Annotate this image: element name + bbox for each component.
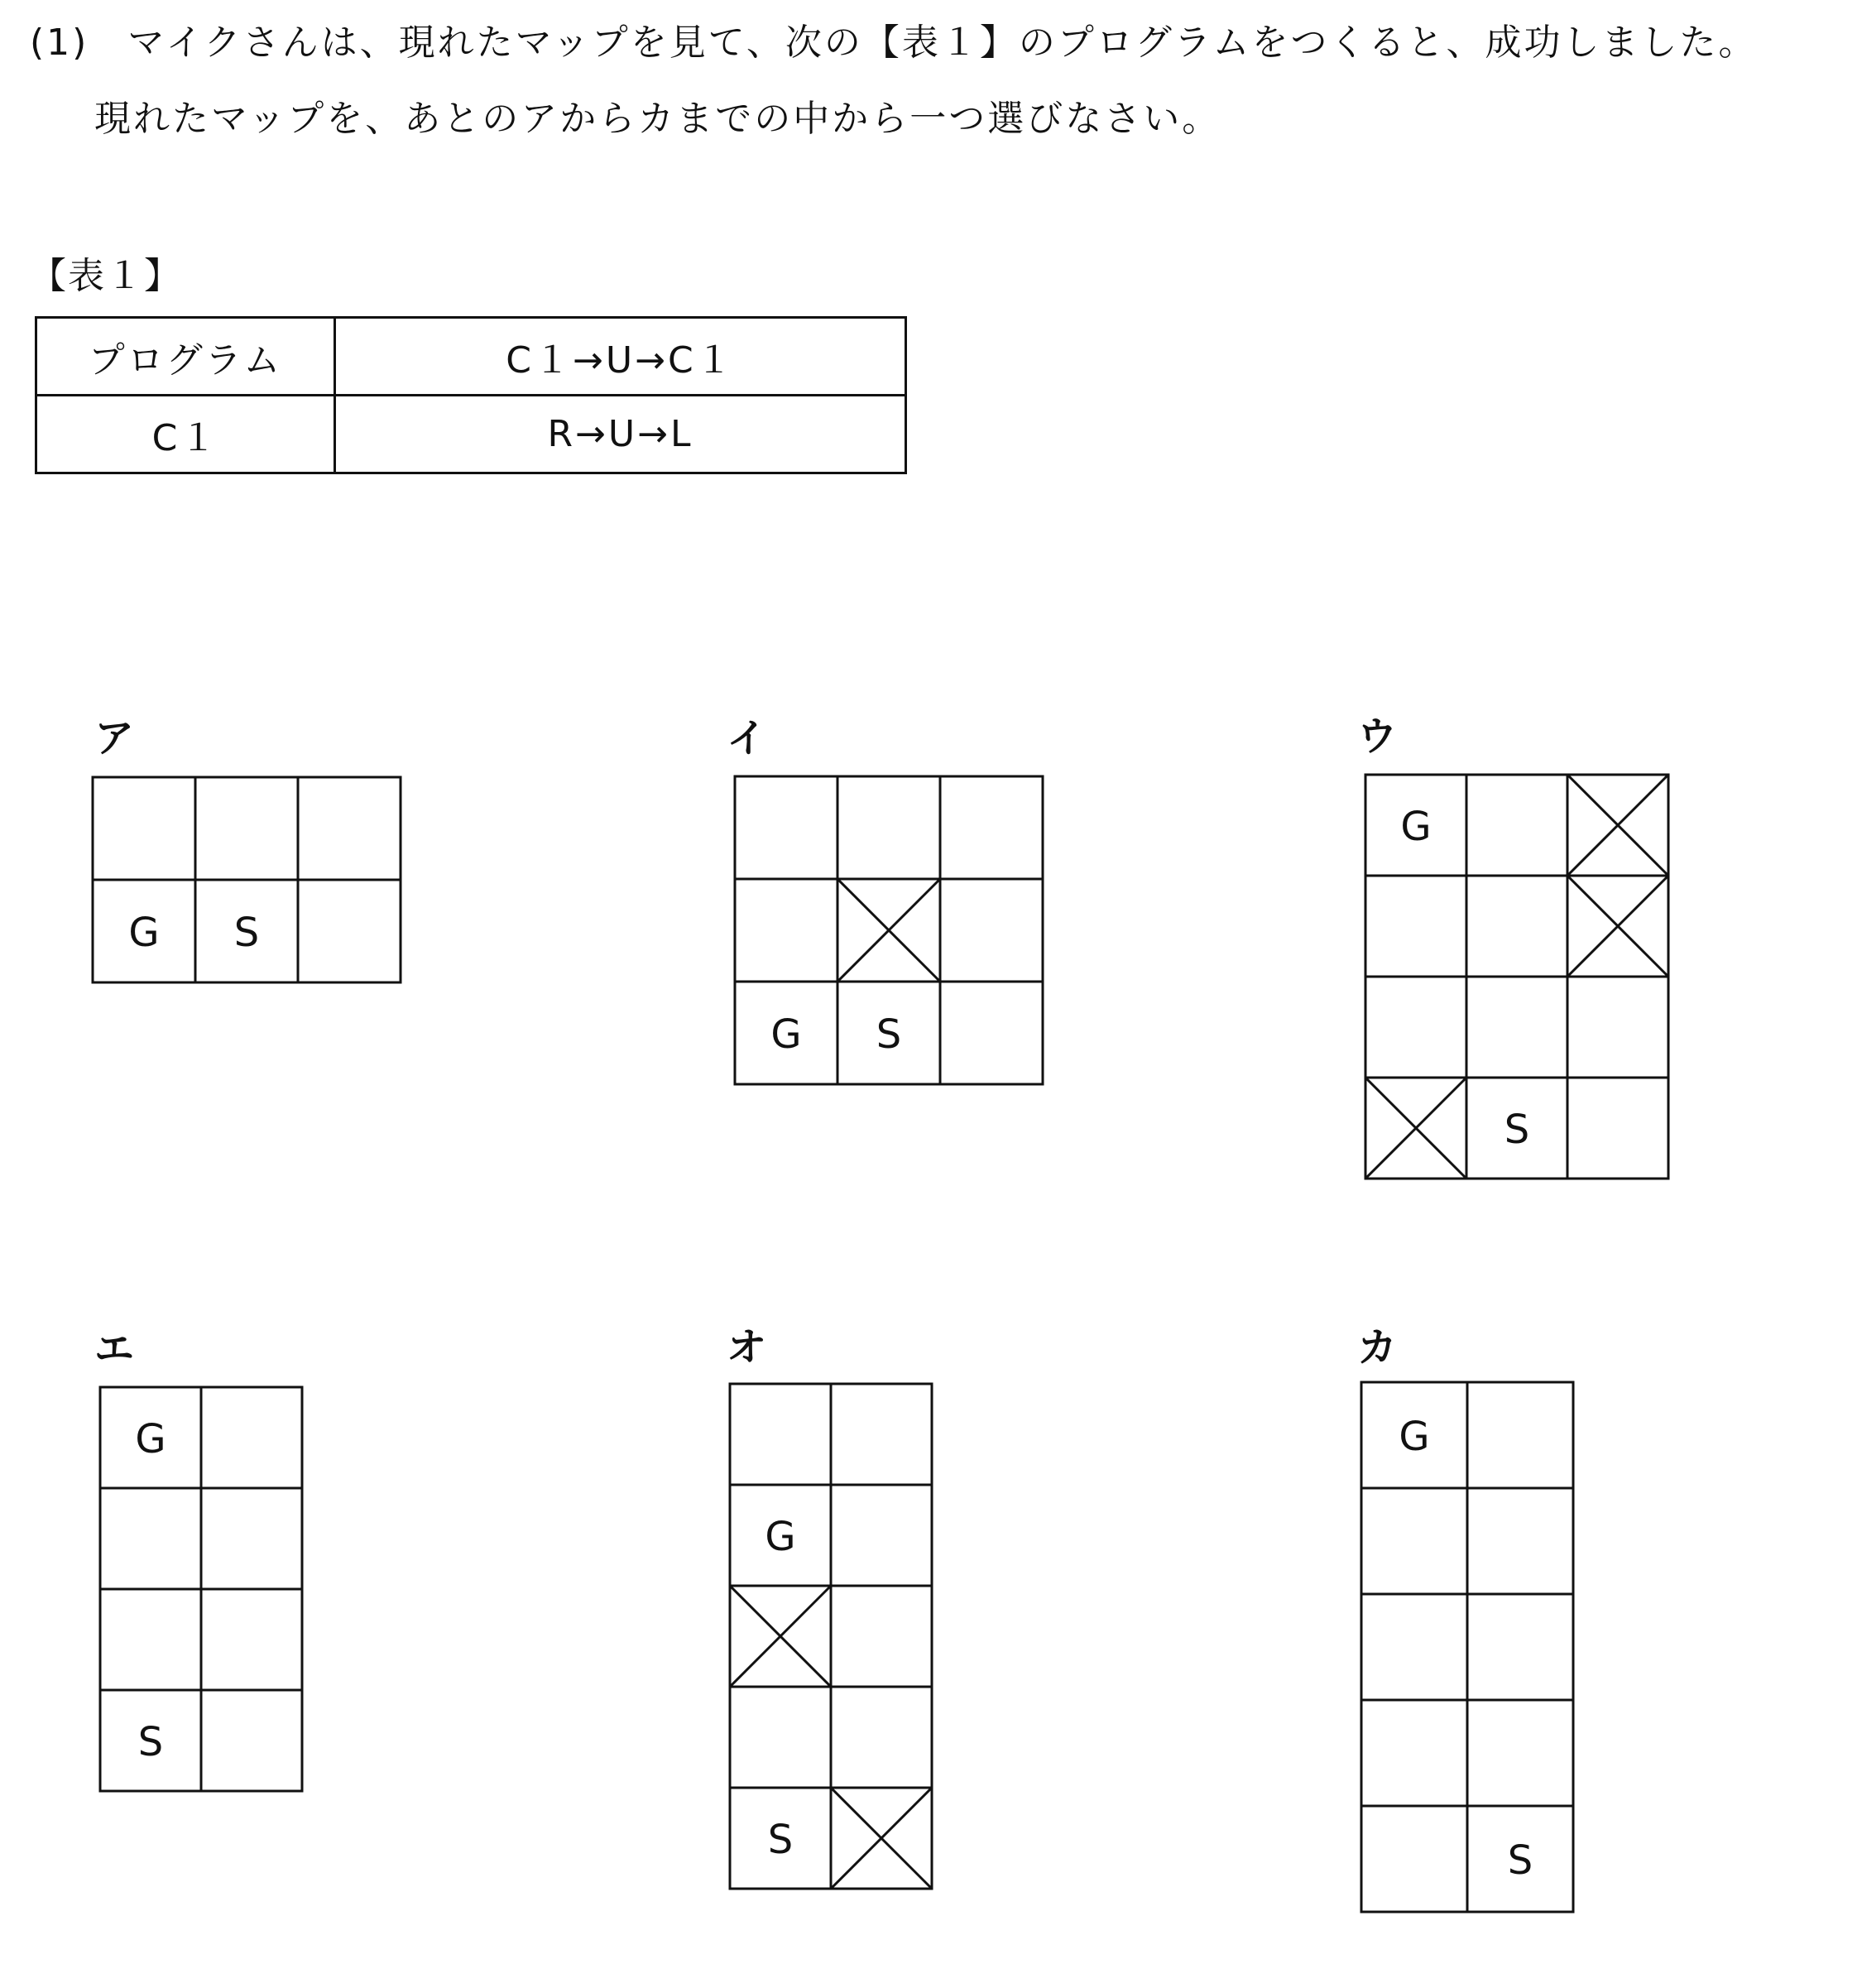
map-grid-e xyxy=(98,1385,309,1793)
map-cell xyxy=(1466,876,1567,977)
map-cell xyxy=(1467,1700,1573,1806)
map-cell xyxy=(1466,775,1567,876)
map-label-u: ウ xyxy=(1357,713,1398,760)
goal-label: G xyxy=(765,1514,796,1560)
goal-label: G xyxy=(1399,1414,1430,1460)
map-cell xyxy=(1467,1382,1573,1488)
map-cell xyxy=(1361,1700,1467,1806)
map-label-o: オ xyxy=(727,1324,767,1371)
map-cell xyxy=(1361,1594,1467,1700)
start-label: S xyxy=(137,1719,164,1765)
map-cell xyxy=(1365,876,1466,977)
goal-cell xyxy=(93,880,195,982)
question-line-1: (1) マイクさんは、現れたマップを見て、次の【表１】のプログラムをつくると、成功しました。 xyxy=(30,22,1758,64)
blocked-cell xyxy=(1567,876,1668,977)
map-cell xyxy=(195,777,298,880)
map-grid-ka xyxy=(1360,1381,1578,1912)
map-grid-u xyxy=(1364,773,1677,1179)
map-grid-o xyxy=(728,1382,938,1889)
map-grid-a xyxy=(91,776,406,989)
map-cell xyxy=(1466,977,1567,1078)
map-label-a: ア xyxy=(94,715,135,761)
map-cell xyxy=(1567,1078,1668,1179)
map-cell xyxy=(1361,1806,1467,1912)
start-label: S xyxy=(233,910,260,956)
map-cell xyxy=(201,1387,302,1488)
map-cell xyxy=(1467,1488,1573,1594)
start-cell xyxy=(837,982,940,1084)
map-cell xyxy=(735,776,837,879)
map-cell xyxy=(831,1485,932,1586)
map-cell xyxy=(201,1589,302,1690)
table-cell-label: プログラム xyxy=(36,318,335,396)
map-cell xyxy=(298,777,401,880)
map-cell xyxy=(940,776,1043,879)
blocked-cell xyxy=(837,879,940,982)
map-cell xyxy=(298,880,401,982)
start-label: S xyxy=(1507,1837,1533,1884)
map-grid-i xyxy=(733,775,1049,1083)
map-cell xyxy=(831,1586,932,1687)
map-cell xyxy=(93,777,195,880)
start-cell xyxy=(100,1690,201,1791)
map-cell xyxy=(730,1384,831,1485)
goal-cell xyxy=(100,1387,201,1488)
start-cell xyxy=(1467,1806,1573,1912)
start-label: S xyxy=(767,1817,794,1863)
map-label-ka: カ xyxy=(1357,1324,1398,1371)
map-cell xyxy=(837,776,940,879)
map-cell xyxy=(735,879,837,982)
start-cell xyxy=(730,1788,831,1889)
start-cell xyxy=(1466,1078,1567,1179)
program-table xyxy=(35,316,907,474)
goal-cell xyxy=(1361,1382,1467,1488)
map-cell xyxy=(940,879,1043,982)
map-cell xyxy=(201,1690,302,1791)
goal-cell xyxy=(1365,775,1466,876)
goal-label: G xyxy=(128,910,160,956)
map-cell xyxy=(1467,1594,1573,1700)
goal-cell xyxy=(730,1485,831,1586)
blocked-cell xyxy=(1365,1078,1466,1179)
map-cell xyxy=(831,1384,932,1485)
table-row xyxy=(36,318,906,396)
map-cell xyxy=(730,1687,831,1788)
start-cell xyxy=(195,880,298,982)
goal-cell xyxy=(735,982,837,1084)
goal-label: G xyxy=(1400,804,1432,850)
blocked-cell xyxy=(730,1586,831,1687)
table-row xyxy=(36,396,906,473)
map-cell xyxy=(1567,977,1668,1078)
start-label: S xyxy=(1504,1107,1530,1153)
start-label: S xyxy=(876,1011,902,1058)
question-line-2: 現れたマップを、あとのアからカまでの中から一つ選びなさい。 xyxy=(94,98,1221,140)
goal-label: G xyxy=(135,1416,166,1462)
blocked-cell xyxy=(831,1788,932,1889)
table-cell-value: C１→U→C１ xyxy=(335,318,906,396)
map-label-i: イ xyxy=(727,715,767,761)
map-cell xyxy=(100,1589,201,1690)
table-cell-label: C１ xyxy=(36,396,335,473)
map-cell xyxy=(940,982,1043,1084)
map-label-e: エ xyxy=(94,1326,135,1372)
map-cell xyxy=(831,1687,932,1788)
blocked-cell xyxy=(1567,775,1668,876)
table-cell-value: R→U→L xyxy=(335,396,906,473)
table-caption: 【表１】 xyxy=(30,255,182,297)
map-cell xyxy=(1361,1488,1467,1594)
goal-label: G xyxy=(770,1011,802,1058)
map-cell xyxy=(1365,977,1466,1078)
map-cell xyxy=(100,1488,201,1589)
map-cell xyxy=(201,1488,302,1589)
